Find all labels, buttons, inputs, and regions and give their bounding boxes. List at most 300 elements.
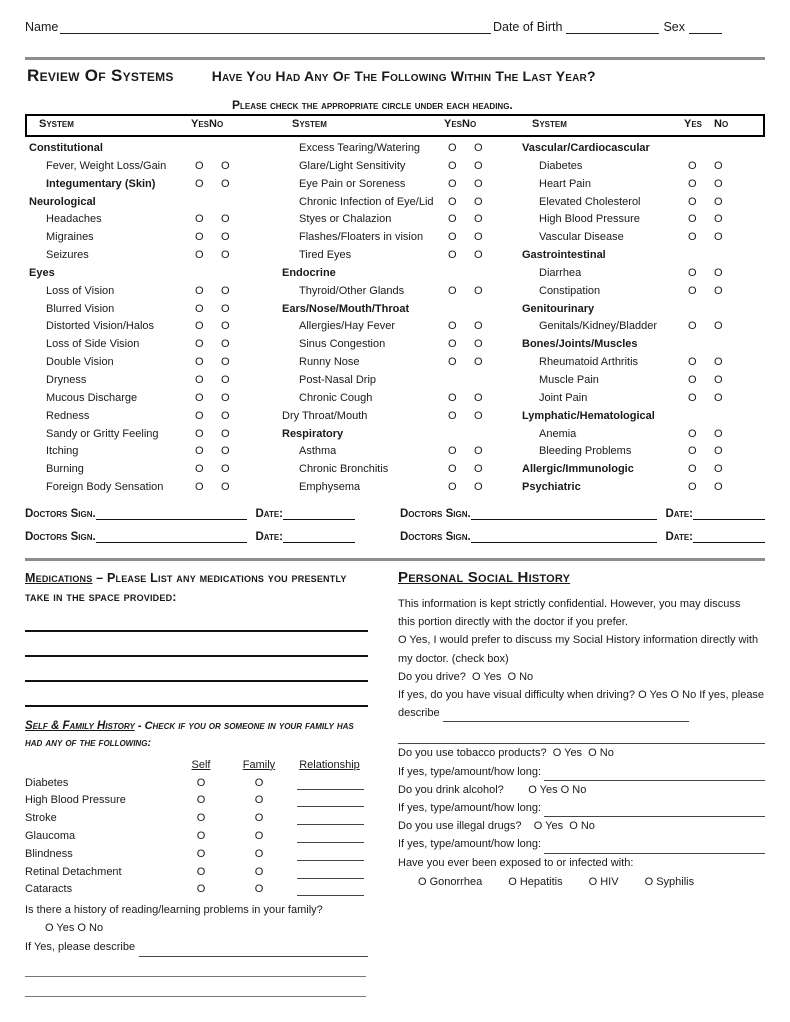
yes-circle[interactable]: O xyxy=(448,356,457,369)
ros-instruction: Please check the appropriate circle under each heading. xyxy=(232,98,513,112)
psh-text-line xyxy=(398,763,765,781)
ros-column-1 xyxy=(25,140,278,497)
ros-item-row xyxy=(518,229,765,247)
no-circle[interactable]: O xyxy=(221,338,230,351)
ros-label: Thyroid/Other Glands xyxy=(299,284,405,297)
ros-label: Eye Pain or Soreness xyxy=(299,177,406,190)
ros-label: Rheumatoid Arthritis xyxy=(539,356,639,369)
psh-text-line xyxy=(398,854,765,872)
psh-text-line xyxy=(398,613,765,631)
ros-column-3 xyxy=(518,140,765,497)
ros-item-row xyxy=(278,408,518,426)
psh-text-line xyxy=(398,799,765,817)
ros-label: Diabetes xyxy=(539,159,583,172)
yes-circle[interactable]: O xyxy=(448,159,457,172)
no-circle[interactable]: O xyxy=(474,213,483,226)
self-circle[interactable]: O xyxy=(196,865,206,878)
no-circle[interactable]: O xyxy=(474,177,483,190)
yes-circle[interactable]: O xyxy=(688,391,697,404)
no-circle[interactable]: O xyxy=(221,284,230,297)
yes-circle[interactable]: O xyxy=(688,195,697,208)
no-circle[interactable]: O xyxy=(221,249,230,262)
ros-label: Excess Tearing/Watering xyxy=(299,142,421,154)
self-circle[interactable]: O xyxy=(196,794,206,807)
yes-circle[interactable]: O xyxy=(448,195,457,208)
no-circle[interactable]: O xyxy=(474,409,483,422)
ros-section-row xyxy=(518,247,765,265)
psh-text-line xyxy=(398,595,765,613)
yes-circle[interactable]: O xyxy=(688,213,697,226)
no-circle[interactable]: O xyxy=(714,284,723,297)
ros-label: Tired Eyes xyxy=(299,249,352,262)
psh-line-text: If yes, type/amount/how long: xyxy=(398,765,545,778)
exposure-option[interactable]: O Hepatitis xyxy=(508,875,563,888)
exposure-option[interactable]: O Gonorrhea xyxy=(418,875,483,888)
ros-label: Bones/Joints/Muscles xyxy=(522,338,638,351)
no-circle[interactable]: O xyxy=(714,391,723,404)
ros-label: Vascular/Cardiocascular xyxy=(522,142,650,154)
yes-circle[interactable]: O xyxy=(448,284,457,297)
family-history-heading xyxy=(25,718,368,752)
yes-circle[interactable]: O xyxy=(688,284,697,297)
ros-label: Redness xyxy=(46,409,90,422)
psh-line-text: If yes, type/amount/how long: xyxy=(398,802,545,815)
no-circle[interactable]: O xyxy=(474,231,483,244)
yes-circle[interactable]: O xyxy=(688,356,697,369)
relationship-input-line[interactable] xyxy=(297,793,364,807)
yes-circle[interactable]: O xyxy=(195,373,204,386)
yes-circle[interactable]: O xyxy=(448,249,457,262)
family-circle[interactable]: O xyxy=(254,812,264,825)
ros-item-row xyxy=(25,390,278,408)
yes-circle[interactable]: O xyxy=(688,463,697,476)
ros-label: Migraines xyxy=(46,231,94,244)
doctor-sign-row-1 xyxy=(25,506,765,520)
ros-item-row xyxy=(25,426,278,444)
ros-label: Styes or Chalazion xyxy=(299,213,392,226)
no-circle[interactable]: O xyxy=(714,373,723,386)
name-label: Name xyxy=(25,20,59,34)
ros-label: Respiratory xyxy=(282,427,344,440)
psh-input-line[interactable] xyxy=(544,840,765,854)
yes-circle[interactable]: O xyxy=(195,445,204,458)
dob-input-line[interactable] xyxy=(566,20,659,34)
psh-line-text: Do you drink alcohol? O Yes O No xyxy=(398,783,587,796)
psh-input-line[interactable] xyxy=(443,708,689,722)
no-circle[interactable]: O xyxy=(474,159,483,172)
yes-circle[interactable]: O xyxy=(688,159,697,172)
ros-section-row xyxy=(518,301,765,319)
no-circle[interactable]: O xyxy=(714,356,723,369)
no-circle[interactable]: O xyxy=(474,463,483,476)
no-circle[interactable]: O xyxy=(714,231,723,244)
yes-circle[interactable]: O xyxy=(195,338,204,351)
psh-option-line[interactable] xyxy=(398,668,765,686)
medication-input-line[interactable] xyxy=(25,682,368,707)
relationship-input-line[interactable] xyxy=(297,776,364,790)
ros-item-row xyxy=(278,211,518,229)
no-circle[interactable]: O xyxy=(714,266,723,279)
family-circle[interactable]: O xyxy=(254,883,264,896)
family-circle[interactable]: O xyxy=(254,829,264,842)
no-circle[interactable]: O xyxy=(221,445,230,458)
ros-section-row xyxy=(25,194,278,212)
no-circle[interactable]: O xyxy=(714,427,723,440)
family-history-row xyxy=(25,773,368,791)
ros-title-row xyxy=(27,66,596,86)
yes-circle[interactable]: O xyxy=(195,481,204,494)
self-circle[interactable]: O xyxy=(196,829,206,842)
yes-circle[interactable]: O xyxy=(688,320,697,333)
ros-item-row xyxy=(278,229,518,247)
condition-label: Stroke xyxy=(25,812,57,825)
relationship-input-line[interactable] xyxy=(297,865,364,879)
ros-label: Headaches xyxy=(46,213,102,226)
ros-item-row xyxy=(518,390,765,408)
ros-section-row xyxy=(278,301,518,319)
medications-title: Medications xyxy=(25,571,93,585)
yes-circle[interactable]: O xyxy=(448,213,457,226)
yes-circle[interactable]: O xyxy=(448,338,457,351)
yes-circle[interactable]: O xyxy=(688,266,697,279)
condition-label: Blindness xyxy=(25,847,73,860)
psh-line-text: my doctor. (check box) xyxy=(398,652,509,665)
no-circle[interactable]: O xyxy=(221,159,230,172)
no-circle[interactable]: O xyxy=(221,302,230,315)
yes-circle[interactable]: O xyxy=(195,177,204,190)
ros-item-row xyxy=(25,461,278,479)
ros-label: Gastrointestinal xyxy=(522,249,606,262)
relationship-column-header: Relationship xyxy=(299,758,360,771)
ros-label: Sandy or Gritty Feeling xyxy=(46,427,159,440)
exposure-option[interactable]: O HIV xyxy=(588,875,619,888)
no-circle[interactable]: O xyxy=(474,195,483,208)
ros-item-row xyxy=(278,443,518,461)
family-history-rows xyxy=(25,773,368,898)
ros-item-row xyxy=(518,443,765,461)
yes-circle[interactable]: O xyxy=(195,213,204,226)
doctor-sign-row-2 xyxy=(25,529,765,543)
name-input-line[interactable] xyxy=(60,20,491,34)
ros-label: Mucous Discharge xyxy=(46,391,138,404)
no-circle[interactable]: O xyxy=(474,249,483,262)
no-circle[interactable]: O xyxy=(474,445,483,458)
no-circle[interactable]: O xyxy=(221,409,230,422)
relationship-input-line[interactable] xyxy=(297,811,364,825)
describe-label: If Yes, please describe xyxy=(25,941,136,954)
yes-circle[interactable]: O xyxy=(688,427,697,440)
self-circle[interactable]: O xyxy=(196,812,206,825)
ros-item-row xyxy=(25,283,278,301)
doctors-sign-label: Doctors Sign. xyxy=(25,508,96,520)
no-circle[interactable]: O xyxy=(221,391,230,404)
ros-item-row xyxy=(25,336,278,354)
ros-item-row xyxy=(278,318,518,336)
family-history-row xyxy=(25,844,368,862)
condition-label: Retinal Detachment xyxy=(25,865,122,878)
system-column-header: System xyxy=(39,118,74,130)
family-circle[interactable]: O xyxy=(254,776,264,789)
medications-subtitle: – Please List any medications you presently take in the space provided: xyxy=(25,571,347,604)
doctors-sign-label: Doctors Sign. xyxy=(400,508,471,520)
yes-circle[interactable]: O xyxy=(195,409,204,422)
no-circle[interactable]: O xyxy=(714,177,723,190)
family-history-table xyxy=(25,755,368,897)
ros-label: Constipation xyxy=(539,284,601,297)
yes-circle[interactable]: O xyxy=(688,231,697,244)
psh-input-line[interactable] xyxy=(544,767,765,781)
reading-problems-question: Is there a history of reading/learning problems in your family? xyxy=(25,904,323,917)
no-circle[interactable]: O xyxy=(714,481,723,494)
condition-label: Cataracts xyxy=(25,883,73,896)
yes-circle[interactable]: O xyxy=(195,463,204,476)
ros-label: Integumentary (Skin) xyxy=(46,177,156,190)
psh-line-text: This information is kept strictly confidential. However, you may discuss xyxy=(398,598,741,610)
family-history-row xyxy=(25,880,368,898)
psh-line-text: If yes, type/amount/how long: xyxy=(398,838,545,851)
no-circle[interactable]: O xyxy=(221,177,230,190)
ros-item-row xyxy=(518,426,765,444)
doctor-signature-line[interactable] xyxy=(471,529,658,543)
ros-label: Lymphatic/Hematological xyxy=(522,409,655,422)
ros-item-row xyxy=(518,194,765,212)
ros-item-row xyxy=(25,479,278,497)
date-line[interactable] xyxy=(693,529,765,543)
yes-circle[interactable]: O xyxy=(688,481,697,494)
family-column-header: Family xyxy=(242,758,276,771)
ros-label: Chronic Infection of Eye/Lid xyxy=(299,195,434,208)
ros-item-row xyxy=(278,336,518,354)
yes-circle[interactable]: O xyxy=(688,373,697,386)
ros-item-row xyxy=(25,301,278,319)
ros-label: Asthma xyxy=(299,445,337,458)
sex-input-line[interactable] xyxy=(689,20,722,34)
ros-item-row xyxy=(278,283,518,301)
family-circle[interactable]: O xyxy=(254,865,264,878)
ros-item-row xyxy=(25,443,278,461)
ros-label: Dryness xyxy=(46,373,87,386)
yes-circle[interactable]: O xyxy=(448,320,457,333)
ros-item-row xyxy=(518,318,765,336)
doctor-signature-line[interactable] xyxy=(471,506,658,520)
family-history-header-row xyxy=(25,755,368,773)
no-circle[interactable]: O xyxy=(474,338,483,351)
ros-label: Chronic Bronchitis xyxy=(299,463,389,476)
ros-label: Runny Nose xyxy=(299,356,360,369)
ros-label: Bleeding Problems xyxy=(539,445,632,458)
dob-label: Date of Birth xyxy=(492,20,563,34)
no-circle[interactable]: O xyxy=(474,320,483,333)
ros-label: Heart Pain xyxy=(539,177,591,190)
family-circle[interactable]: O xyxy=(254,794,264,807)
personal-history-lines xyxy=(398,595,765,872)
no-circle[interactable]: O xyxy=(221,463,230,476)
ros-label: Fever, Weight Loss/Gain xyxy=(46,159,167,172)
no-circle[interactable]: O xyxy=(474,481,483,494)
ros-label: Allergies/Hay Fever xyxy=(299,320,395,333)
doctor-signature-line[interactable] xyxy=(96,506,248,520)
no-circle[interactable]: O xyxy=(221,213,230,226)
yes-circle[interactable]: O xyxy=(195,356,204,369)
ros-label: Burning xyxy=(46,463,84,476)
psh-line-text: describe xyxy=(398,707,443,720)
psh-line-text: Have you ever been exposed to or infected with: xyxy=(398,856,634,869)
ros-label: Itching xyxy=(46,445,79,458)
no-circle[interactable]: O xyxy=(474,142,483,154)
ros-label: Ears/Nose/Mouth/Throat xyxy=(282,302,410,315)
date-label: Date: xyxy=(665,508,693,520)
psh-input-line[interactable] xyxy=(398,726,765,744)
date-line[interactable] xyxy=(283,506,355,520)
psh-line-text: O Yes, I would prefer to discuss my Social History information directly with xyxy=(398,634,759,647)
ros-label: Seizures xyxy=(46,249,89,262)
self-column-header: Self xyxy=(191,758,211,771)
ros-item-row xyxy=(278,354,518,372)
relationship-input-line[interactable] xyxy=(297,847,364,861)
ros-item-row xyxy=(518,211,765,229)
no-circle[interactable]: O xyxy=(221,427,230,440)
no-column-header: No xyxy=(462,118,477,130)
ros-label: Double Vision xyxy=(46,356,114,369)
date-line[interactable] xyxy=(693,506,765,520)
family-history-row xyxy=(25,826,368,844)
describe-input-line[interactable] xyxy=(139,943,368,957)
medication-input-line[interactable] xyxy=(25,632,368,657)
yes-circle[interactable]: O xyxy=(195,284,204,297)
family-history-row xyxy=(25,791,368,809)
yes-circle[interactable]: O xyxy=(195,249,204,262)
top-divider xyxy=(25,57,765,60)
psh-text-line xyxy=(398,835,765,853)
no-circle[interactable]: O xyxy=(714,320,723,333)
yes-circle[interactable]: O xyxy=(688,445,697,458)
yes-circle[interactable]: O xyxy=(448,445,457,458)
ros-item-row xyxy=(278,247,518,265)
family-history-row xyxy=(25,808,368,826)
ros-item-row xyxy=(25,176,278,194)
medication-input-line[interactable] xyxy=(25,607,368,632)
yes-column-header: Yes xyxy=(191,118,210,130)
sex-label: Sex xyxy=(663,20,685,34)
psh-option-line[interactable] xyxy=(398,686,765,704)
yes-circle[interactable]: O xyxy=(448,463,457,476)
no-circle[interactable]: O xyxy=(221,373,230,386)
ros-question: Have You Had Any Of The Following Within The Last Year? xyxy=(211,68,596,84)
relationship-input-line[interactable] xyxy=(297,882,364,896)
no-circle[interactable]: O xyxy=(714,159,723,172)
psh-input-line[interactable] xyxy=(544,803,765,817)
relationship-input-line[interactable] xyxy=(297,829,364,843)
ros-item-row xyxy=(518,283,765,301)
no-circle[interactable]: O xyxy=(714,463,723,476)
no-circle[interactable]: O xyxy=(714,195,723,208)
yes-circle[interactable]: O xyxy=(448,481,457,494)
no-column-header: No xyxy=(714,118,729,130)
psh-option-line[interactable] xyxy=(398,631,765,649)
doctor-signature-line[interactable] xyxy=(96,529,248,543)
date-label: Date: xyxy=(255,531,283,543)
ros-label: Muscle Pain xyxy=(539,373,599,386)
ros-label: Sinus Congestion xyxy=(299,338,386,351)
no-circle[interactable]: O xyxy=(474,284,483,297)
system-column-header: System xyxy=(532,118,567,130)
no-circle[interactable]: O xyxy=(714,213,723,226)
yes-circle[interactable]: O xyxy=(448,177,457,190)
doctors-sign-label: Doctors Sign. xyxy=(400,531,471,543)
ros-table-header xyxy=(25,114,765,137)
yes-circle[interactable]: O xyxy=(195,391,204,404)
reading-problems-yes-no[interactable]: O Yes O No xyxy=(45,922,104,935)
yes-circle[interactable]: O xyxy=(195,159,204,172)
describe-extra-line[interactable] xyxy=(25,957,366,977)
psh-option-line[interactable] xyxy=(398,781,765,799)
ros-header-col-2 xyxy=(280,116,520,135)
doctors-sign-label: Doctors Sign. xyxy=(25,531,96,543)
no-circle[interactable]: O xyxy=(474,356,483,369)
yes-circle[interactable]: O xyxy=(195,320,204,333)
ros-item-row xyxy=(25,354,278,372)
yes-column-header: Yes xyxy=(444,118,463,130)
ros-label: Allergic/Immunologic xyxy=(522,463,634,476)
family-circle[interactable]: O xyxy=(254,847,264,860)
no-circle[interactable]: O xyxy=(221,231,230,244)
describe-extra-line[interactable] xyxy=(25,977,366,997)
yes-circle[interactable]: O xyxy=(448,142,457,154)
ros-section-row xyxy=(518,408,765,426)
yes-circle[interactable]: O xyxy=(688,177,697,190)
yes-circle[interactable]: O xyxy=(195,427,204,440)
medication-input-line[interactable] xyxy=(25,657,368,682)
medications-lines xyxy=(25,607,368,707)
ros-label: Emphysema xyxy=(299,481,361,494)
ros-label: Endocrine xyxy=(282,266,336,279)
ros-label: Loss of Vision xyxy=(46,284,115,297)
no-circle[interactable]: O xyxy=(221,320,230,333)
yes-circle[interactable]: O xyxy=(448,231,457,244)
condition-label: High Blood Pressure xyxy=(25,794,126,807)
yes-circle[interactable]: O xyxy=(448,391,457,404)
yes-circle[interactable]: O xyxy=(195,302,204,315)
yes-circle[interactable]: O xyxy=(448,409,457,422)
date-line[interactable] xyxy=(283,529,355,543)
ros-section-row xyxy=(278,265,518,283)
ros-item-row xyxy=(25,211,278,229)
ros-item-row xyxy=(518,176,765,194)
psh-option-line[interactable] xyxy=(398,744,765,762)
ros-item-row xyxy=(518,265,765,283)
ros-label: Glare/Light Sensitivity xyxy=(299,159,406,172)
no-circle[interactable]: O xyxy=(221,481,230,494)
psh-option-line[interactable] xyxy=(398,817,765,835)
self-circle[interactable]: O xyxy=(196,847,206,860)
self-circle[interactable]: O xyxy=(196,776,206,789)
ros-item-row xyxy=(278,194,518,212)
ros-item-row xyxy=(25,318,278,336)
no-circle[interactable]: O xyxy=(474,391,483,404)
psh-text-line xyxy=(398,650,765,668)
ros-item-row xyxy=(518,354,765,372)
ros-label: Genitals/Kidney/Bladder xyxy=(539,320,658,333)
no-circle[interactable]: O xyxy=(714,445,723,458)
yes-circle[interactable]: O xyxy=(195,231,204,244)
ros-section-row xyxy=(278,372,518,390)
system-column-header: System xyxy=(292,118,327,130)
no-circle[interactable]: O xyxy=(221,356,230,369)
exposure-option[interactable]: O Syphilis xyxy=(644,875,695,888)
self-circle[interactable]: O xyxy=(196,883,206,896)
ros-label: Foreign Body Sensation xyxy=(46,481,164,494)
ros-label: Loss of Side Vision xyxy=(46,338,140,351)
